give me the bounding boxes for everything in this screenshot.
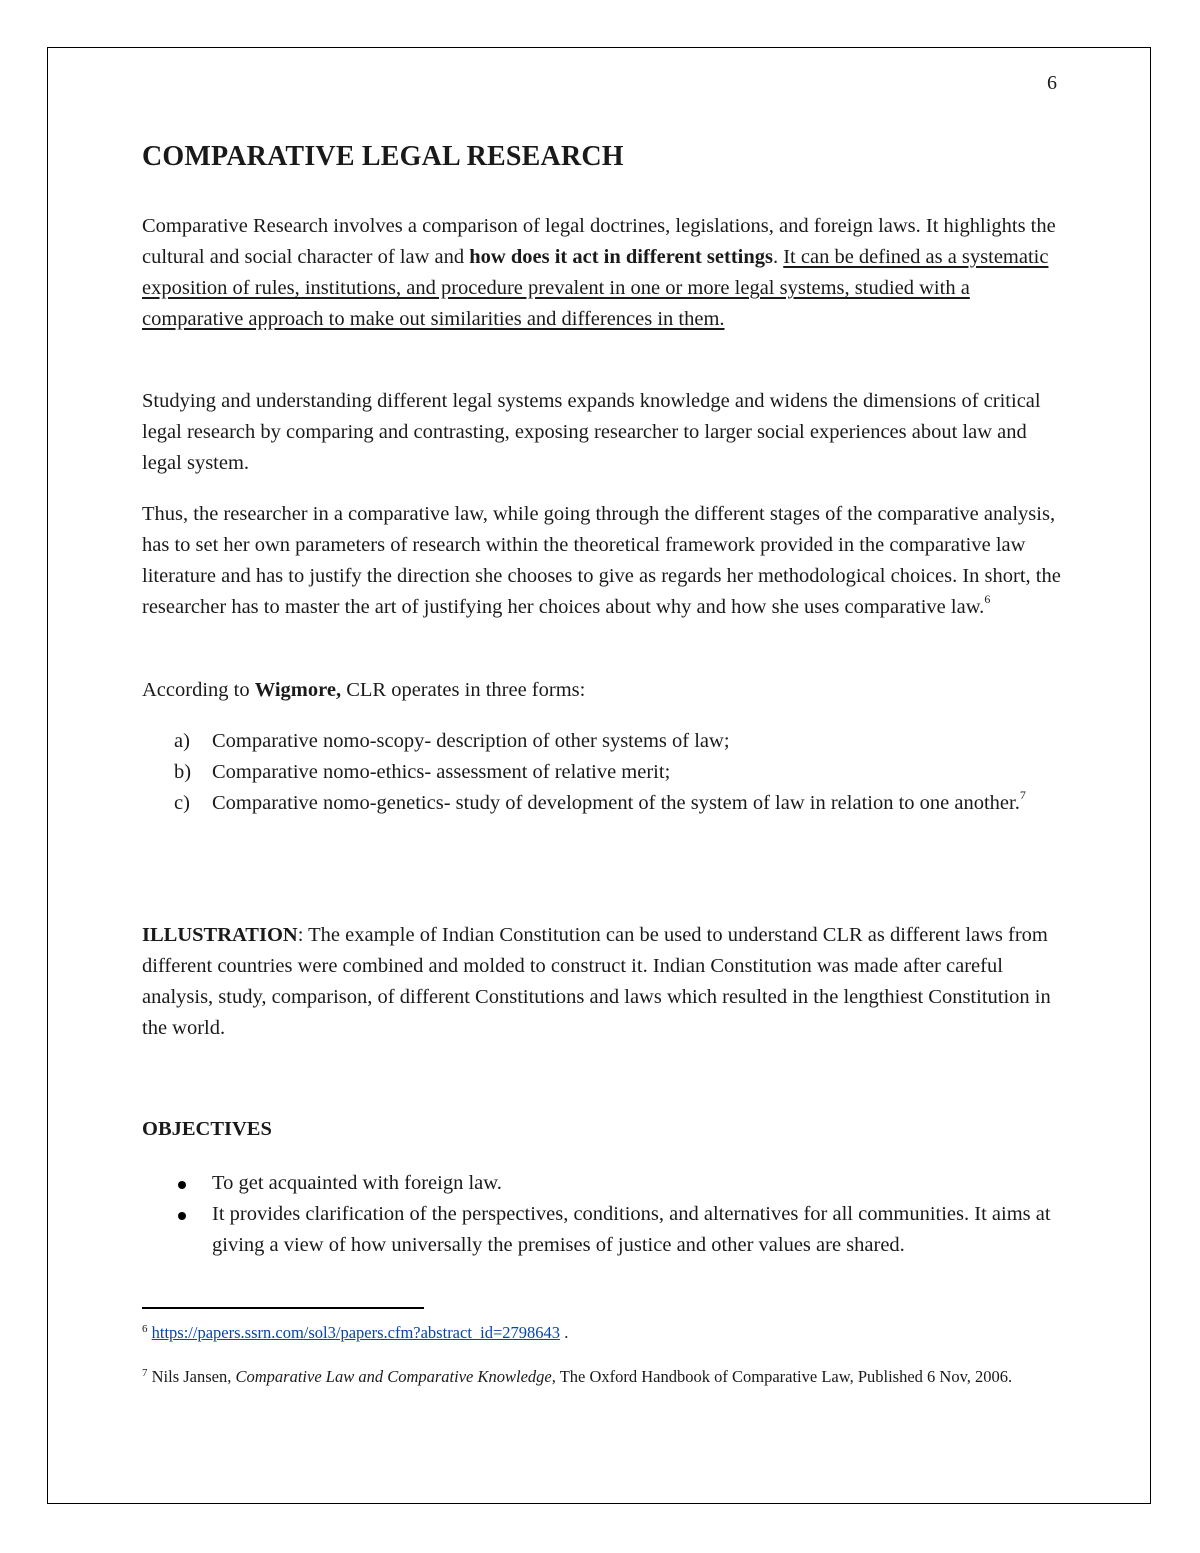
objectives-heading: OBJECTIVES — [142, 1118, 272, 1140]
footnote-6 — [142, 1322, 1042, 1346]
bullet-icon — [178, 1181, 186, 1189]
objectives-list — [142, 1168, 1064, 1261]
footnote-title: Comparative Law and Comparative Knowledge, — [235, 1367, 556, 1386]
wigmore-name: Wigmore, — [254, 679, 342, 701]
illustration-text: : The example of Indian Constitution can be used to understand CLR as different laws from different countries were combined and molded to construct it. Indian Constitution was made after careful analysis, study, comparison, of different Constitutions and laws which resulted in the lengthiest Constitution in the world. — [142, 924, 1051, 1039]
wigmore-intro — [142, 675, 1064, 706]
footnote-rest: The Oxford Handbook of Comparative Law, Published 6 Nov, 2006. — [555, 1367, 1013, 1386]
intro-text: Comparative Research involves a comparison of legal doctrines, legislations, and foreign laws. It highlights the cultural and social character of law and — [142, 215, 1056, 268]
footnote-ref-7[interactable]: 7 — [1019, 788, 1026, 803]
list-item-text: Comparative nomo-scopy- description of other systems of law; — [212, 730, 730, 752]
page-title: COMPARATIVE LEGAL RESEARCH — [142, 141, 624, 172]
intro-text-2: . — [772, 246, 784, 268]
footnote-after: . — [560, 1323, 569, 1342]
list-item-text: Comparative nomo-ethics- assessment of relative merit; — [212, 761, 671, 783]
page-number: 6 — [1047, 72, 1057, 94]
paragraph-studying: Studying and understanding different legal systems expands knowledge and widens the dimensions of critical legal research by comparing and contrasting, exposing researcher to larger social experiences about law and legal system. — [142, 390, 1041, 474]
wigmore-suffix: CLR operates in three forms: — [341, 679, 586, 701]
list-item-text: It provides clarification of the perspectives, conditions, and alternatives for all communities. It aims at giving a view of how universally the premises of justice and other values are shared. — [212, 1203, 1051, 1256]
intro-paragraph — [142, 211, 1064, 335]
footnote-link[interactable]: https://papers.ssrn.com/sol3/papers.cfm?abstract_id=2798643 — [151, 1323, 561, 1342]
list-marker: b) — [174, 761, 192, 783]
list-item — [142, 1199, 1064, 1261]
wigmore-forms-list — [142, 726, 1064, 819]
illustration-paragraph — [142, 920, 1064, 1044]
list-item — [142, 757, 1064, 788]
wigmore-prefix: According to — [142, 679, 255, 701]
paragraph-researcher — [142, 499, 1064, 623]
list-item-text: Comparative nomo-genetics- study of development of the system of law in relation to one another. — [212, 792, 1020, 814]
footnote-author: Nils Jansen, — [151, 1367, 236, 1386]
list-item — [142, 1168, 1064, 1199]
intro-bold-phrase: how does it act in different settings — [469, 246, 773, 268]
footnote-number: 6 — [142, 1323, 148, 1335]
bullet-icon — [178, 1212, 186, 1220]
list-item — [142, 726, 1064, 757]
list-item — [142, 788, 1064, 819]
list-marker: a) — [174, 730, 190, 752]
paragraph-researcher-text: Thus, the researcher in a comparative law, while going through the different stages of the comparative analysis, has to set her own parameters of research within the theoretical framework provided in the comparative law literature and has to justify the direction she chooses to give as regards her methodological choices. In short, the researcher has to master the art of justifying her choices about why and how she uses comparative law. — [142, 503, 1061, 618]
footnote-ref-6[interactable]: 6 — [984, 592, 991, 607]
intro-underlined-definition: It can be defined as a systematic exposition of rules, institutions, and procedure prevalent in one or more legal systems, studied with a comparative approach to make out similarities and differences in them. — [142, 246, 1049, 330]
footnote-7 — [142, 1366, 1042, 1390]
illustration-label: ILLUSTRATION — [142, 924, 298, 946]
list-item-text: To get acquainted with foreign law. — [212, 1172, 502, 1194]
footnote-number: 7 — [142, 1367, 148, 1379]
footnote-separator — [142, 1307, 424, 1309]
list-marker: c) — [174, 792, 190, 814]
